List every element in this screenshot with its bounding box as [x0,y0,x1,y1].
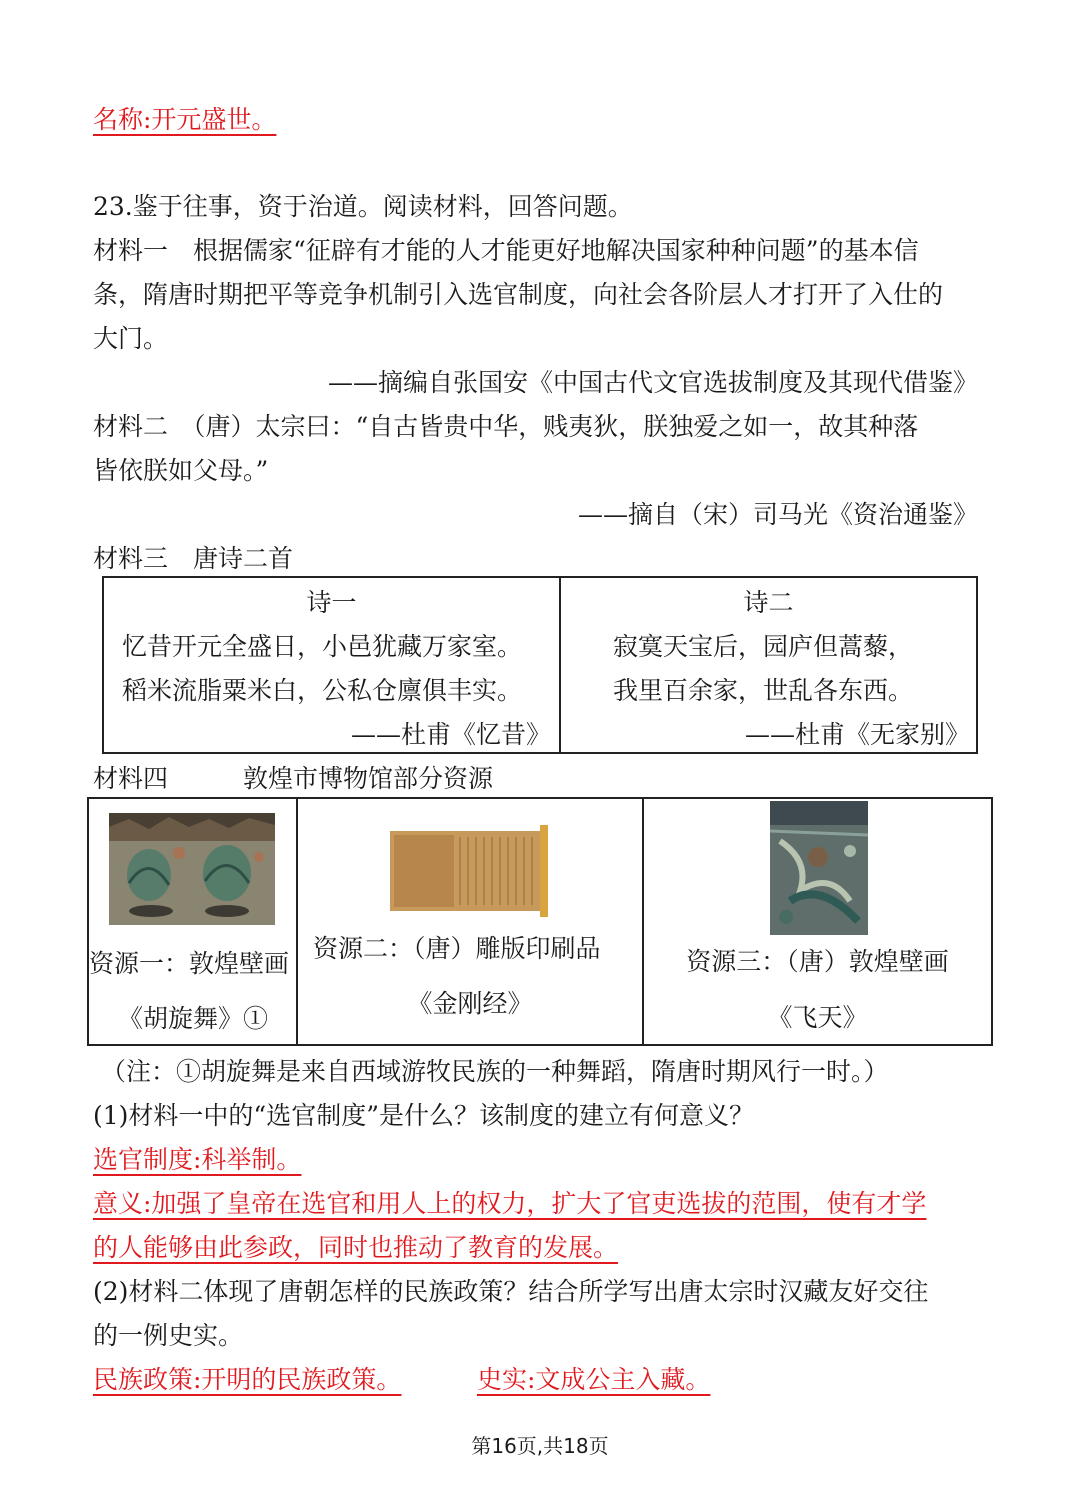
q1-answer2-line2: 的人能够由此参政，同时也推动了教育的发展。 [93,1233,619,1262]
material1-line3: 大门。 [93,324,169,353]
resource3-line2: 《飞天》 [767,1003,868,1032]
resource2-line1: 资源二：（唐）雕版印刷品 [313,934,601,963]
q1-answer1: 选官制度:科举制。 [93,1145,302,1174]
material2-line1: 材料二 （唐）太宗曰：“自古皆贵中华，贱夷狄，朕独爱之如一，故其种落 [93,412,919,441]
poem2-line1: 寂寞天宝后，园庐但蒿藜， [613,632,914,661]
resource2-line2: 《金刚经》 [407,989,533,1018]
q1-question: (1)材料一中的“选官制度”是什么？该制度的建立有何意义？ [93,1101,754,1130]
poem2-cell [560,577,977,753]
q23-title: 23.鉴于往事，资于治道。阅读材料，回答问题。 [93,192,633,221]
page-number: 第16页,共18页 [471,1434,609,1458]
diamond-sutra-scroll-image [390,825,552,917]
material2-line2: 皆依朕如父母。” [93,456,269,485]
poems-table [102,576,978,754]
resource3-line1: 资源三：（唐）敦煌壁画 [686,947,949,976]
resources-table [87,797,993,1046]
material1-source: ——摘编自张国安《中国古代文官选拔制度及其现代借鉴》 [327,368,978,397]
material4-heading: 材料四 敦煌市博物馆部分资源 [93,764,494,793]
poem2-author: ——杜甫《无家别》 [744,720,970,749]
material3-heading: 材料三 唐诗二首 [93,544,294,573]
q1-answer2-line1: 意义:加强了皇帝在选官和用人上的权力，扩大了官吏选拔的范围，使有才学 [93,1189,927,1218]
resource2-cell [297,798,643,1045]
material1-line1: 材料一 根据儒家“征辟有才能的人才能更好地解决国家种种问题”的基本信 [93,236,919,265]
note: （注：①胡旋舞是来自西域游牧民族的一种舞蹈，隋唐时期风行一时。） [101,1057,889,1086]
resource3-cell [643,798,992,1045]
answer-name: 名称:开元盛世。 [93,105,277,134]
poem1-author: ——杜甫《忆昔》 [350,720,551,749]
flying-apsaras-mural-image [770,801,868,935]
poem2-line2: 我里百余家，世乱各东西。 [613,676,914,705]
q2-answer-fact: 史实:文成公主入藏。 [477,1365,711,1394]
resource1-line1: 资源一：敦煌壁画 [89,949,290,978]
poem1-line1: 忆昔开元全盛日，小邑犹藏万家室。 [122,632,523,661]
poem2-title: 诗二 [743,588,794,617]
q2-answer-policy: 民族政策:开明的民族政策。 [93,1365,402,1394]
poem1-title: 诗一 [306,588,357,617]
poem1-cell [103,577,560,753]
resource1-line2: 《胡旋舞》① [118,1004,269,1033]
huxuan-dance-mural-image [109,813,275,925]
material2-source: ——摘自（宋）司马光《资治通鉴》 [577,500,978,529]
q2-question-line1: (2)材料二体现了唐朝怎样的民族政策？结合所学写出唐太宗时汉藏友好交往 [93,1277,929,1306]
poem1-line2: 稻米流脂粟米白，公私仓廪俱丰实。 [122,676,523,705]
q2-question-line2: 的一例史实。 [93,1321,244,1350]
material1-line2: 条，隋唐时期把平等竞争机制引入选官制度，向社会各阶层人才打开了入仕的 [93,280,944,309]
resource1-cell [88,798,297,1045]
